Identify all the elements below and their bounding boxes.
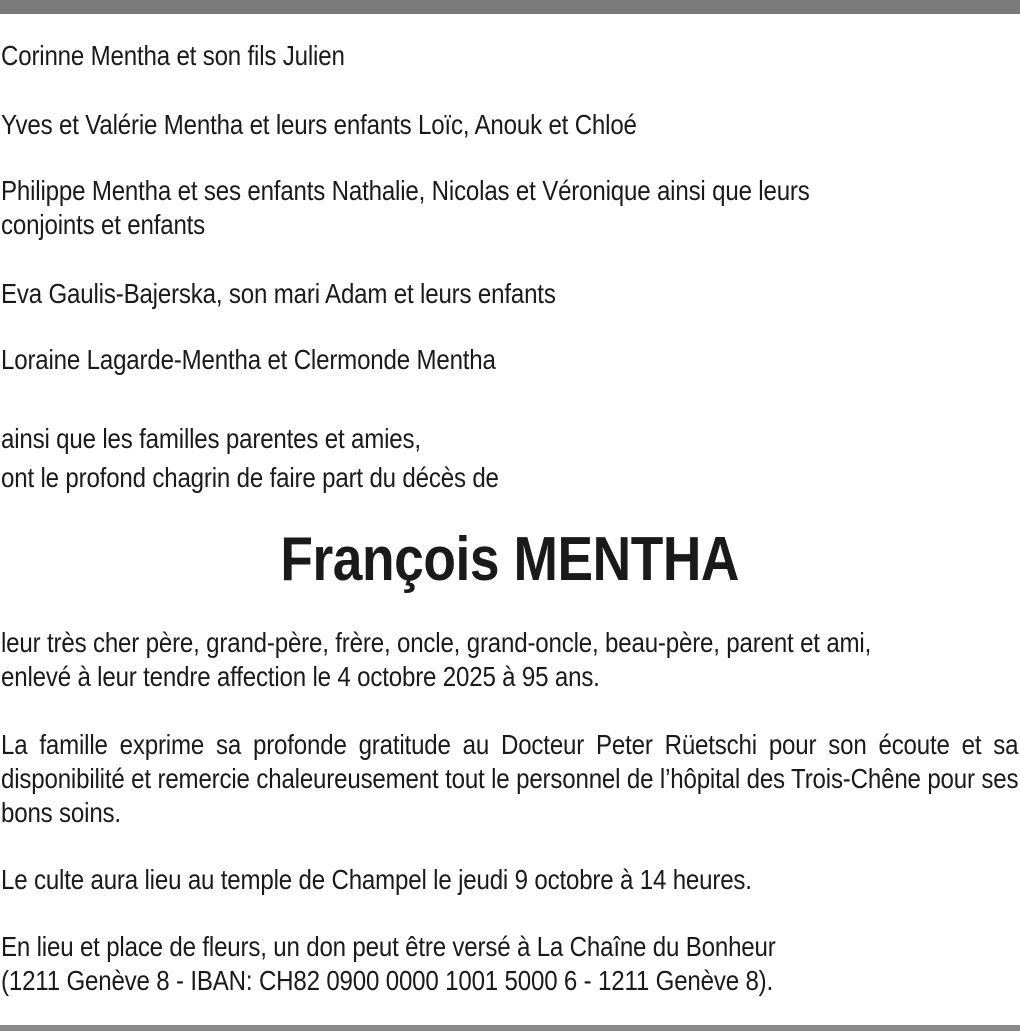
donation-line-2: (1211 Genève 8 - IBAN: CH82 0900 0000 1001 5000 6 - 1211 Genève 8). xyxy=(1,965,774,996)
intro-line-1: ainsi que les familles parentes et amies, xyxy=(1,423,421,454)
family-line-4: Eva Gaulis-Bajerska, son mari Adam et leurs enfants xyxy=(1,278,556,309)
bottom-border xyxy=(0,1025,1020,1031)
family-line-5: Loraine Lagarde-Mentha et Clermonde Mentha xyxy=(1,344,496,375)
family-line-3: Philippe Mentha et ses enfants Nathalie, Nicolas et Véronique ainsi que leurs xyxy=(1,175,810,206)
family-line-3-continued: conjoints et enfants xyxy=(1,209,206,240)
service-line: Le culte aura lieu au temple de Champel le jeudi 9 octobre à 14 heures. xyxy=(1,864,752,895)
intro-line-2: ont le profond chagrin de faire part du décès de xyxy=(1,462,499,493)
top-border xyxy=(0,0,1020,14)
deceased-name xyxy=(0,524,1020,596)
gratitude-paragraph: La famille exprime sa profonde gratitude au Docteur Peter Rüetschi pour son écoute et sa disponibilité et remercie chaleureusement tout le personnel de l’hôpital des Trois-Chêne pour ses bons soins. xyxy=(1,729,1019,828)
family-line-1: Corinne Mentha et son fils Julien xyxy=(1,40,345,71)
description-line-1: leur très cher père, grand-père, frère, oncle, grand-oncle, beau-père, parent et ami, xyxy=(1,627,872,658)
deceased-name-text: François MENTHA xyxy=(280,525,740,594)
donation-line-1: En lieu et place de fleurs, un don peut être versé à La Chaîne du Bonheur xyxy=(1,931,776,962)
description-line-2: enlevé à leur tendre affection le 4 octobre 2025 à 95 ans. xyxy=(1,661,600,692)
family-line-2: Yves et Valérie Mentha et leurs enfants Loïc, Anouk et Chloé xyxy=(1,109,637,140)
